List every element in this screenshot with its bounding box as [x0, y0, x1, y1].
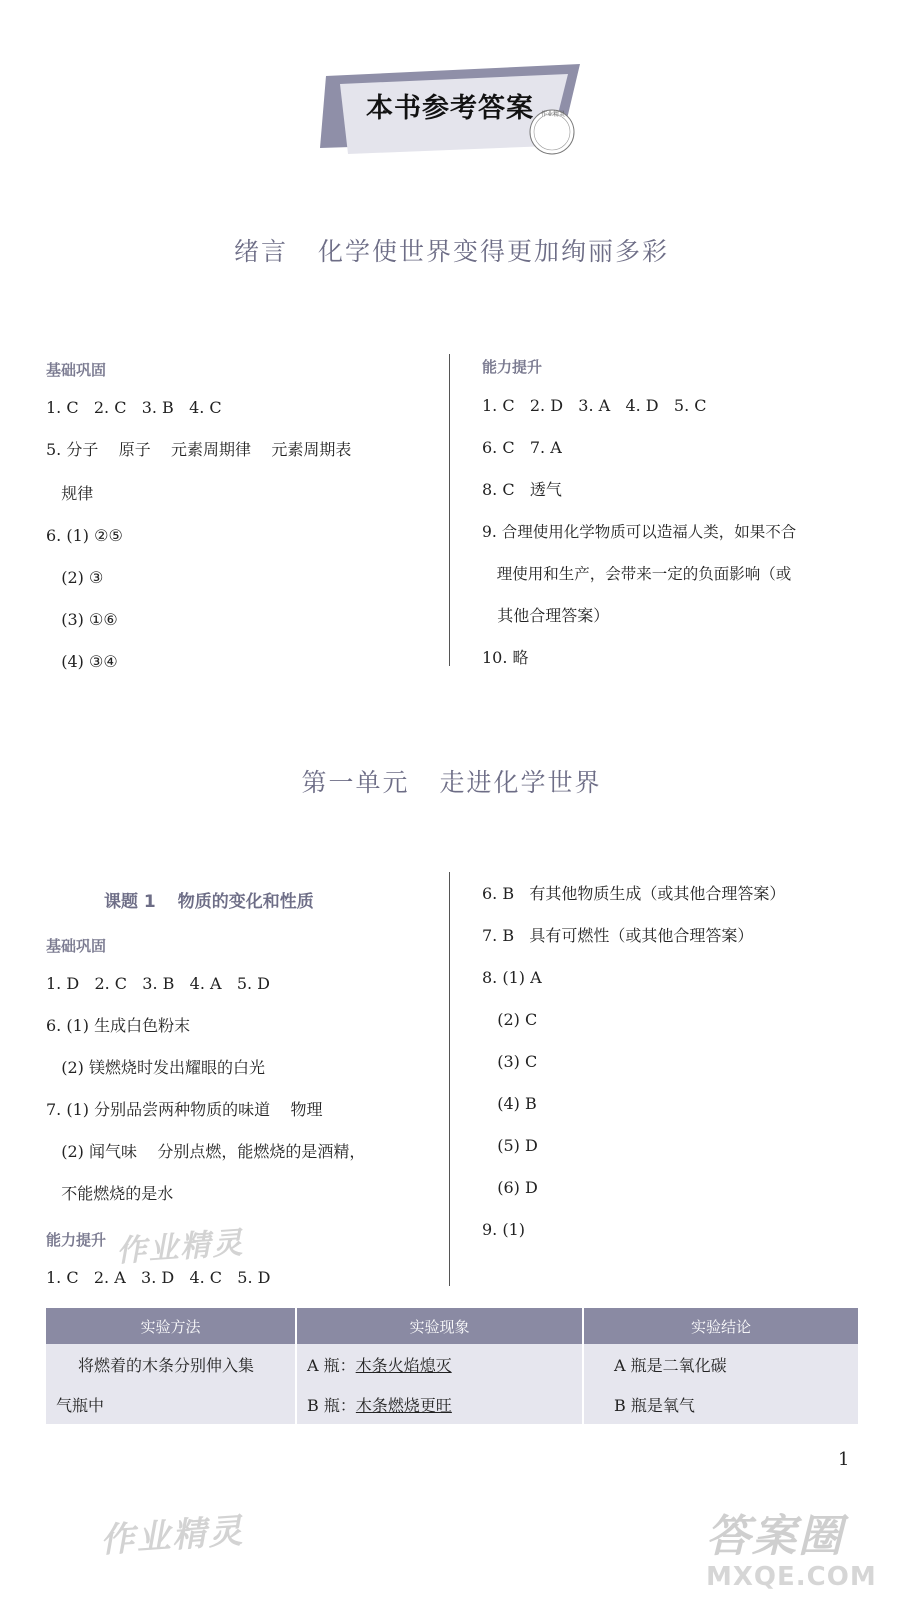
table-row	[46, 1344, 858, 1384]
unit1-left-label: 基础巩固	[46, 937, 107, 955]
answer-line: 6. B 有其他物质生成（或其他合理答案）	[482, 884, 786, 903]
experiment-table	[46, 1308, 858, 1424]
underlined-answer: 木条燃烧更旺	[355, 1395, 452, 1415]
answer-line: 理使用和生产，会带来一定的负面影响（或	[482, 565, 792, 583]
book-answers-title: 本书参考答案	[366, 93, 534, 124]
unit1-chapter-title: 第一单元 走进化学世界	[301, 768, 602, 797]
logo-main-text: 答案圈	[706, 1511, 844, 1562]
table-row	[46, 1384, 858, 1424]
answer-line: (2) ③	[46, 568, 104, 587]
answer-line: (2) C	[482, 1010, 538, 1029]
underlined-answer: 木条火焰熄灭	[355, 1355, 452, 1375]
answer-line: 7. (1) 分别品尝两种物质的味道 物理	[46, 1100, 323, 1119]
answer-line: 10. 略	[482, 648, 529, 667]
answer-line: 规律	[46, 484, 94, 503]
answer-line: 6. (1) 生成白色粉末	[46, 1016, 191, 1035]
table-cell: 将燃着的木条分别伸入集	[46, 1344, 296, 1384]
answer-line: 不能燃烧的是水	[46, 1184, 174, 1203]
answer-line: (2) 镁燃烧时发出耀眼的白光	[46, 1058, 266, 1077]
answer-line: 8. C 透气	[482, 480, 562, 499]
answer-line: 其他合理答案）	[482, 606, 610, 625]
unit1-left-label2: 能力提升	[46, 1231, 107, 1249]
answer-line: (3) C	[482, 1052, 538, 1071]
answer-line: 6. C 7. A	[482, 438, 562, 457]
answer-line: (2) 闻气味 分别点燃，能燃烧的是酒精，	[46, 1142, 366, 1161]
intro-left-label: 基础巩固	[46, 361, 107, 379]
lesson-title: 课题 1 物质的变化和性质	[104, 892, 314, 912]
page-number: 1	[838, 1449, 850, 1470]
answer-line: 5. 分子 原子 元素周期律 元素周期表	[46, 440, 352, 459]
answer-line: 1. C 2. A 3. D 4. C 5. D	[46, 1268, 271, 1287]
answer-line: (4) B	[482, 1094, 537, 1113]
table-cell: A 瓶是二氧化碳	[583, 1344, 858, 1384]
table-header-phenomenon: 实验现象	[296, 1308, 583, 1344]
table-header-row	[46, 1308, 858, 1344]
table-cell: B 瓶：木条燃烧更旺	[296, 1384, 583, 1424]
answer-line: 1. D 2. C 3. B 4. A 5. D	[46, 974, 270, 993]
intro-right-label: 能力提升	[482, 358, 543, 376]
intro-chapter-title: 绪言 化学使世界变得更加绚丽多彩	[233, 237, 670, 266]
table-header-method: 实验方法	[46, 1308, 296, 1344]
column-divider	[449, 872, 450, 1286]
table-header-conclusion: 实验结论	[583, 1308, 858, 1344]
table-cell: 气瓶中	[46, 1384, 296, 1424]
answer-line: 6. (1) ②⑤	[46, 526, 123, 545]
watermark-text: 作业精灵	[99, 1511, 246, 1561]
stamp-label: 作业精灵	[540, 111, 565, 118]
watermark-text: 作业精灵	[115, 1225, 246, 1270]
answer-line: 8. (1) A	[482, 968, 542, 987]
logo-url-text: MXQE.COM	[706, 1562, 877, 1592]
answer-line: 1. C 2. C 3. B 4. C	[46, 398, 222, 417]
table-cell: B 瓶是氧气	[583, 1384, 858, 1424]
answer-line: (4) ③④	[46, 652, 118, 671]
answer-line: (5) D	[482, 1136, 538, 1155]
site-logo	[706, 1500, 896, 1596]
answer-line: (6) D	[482, 1178, 538, 1197]
answer-line: (3) ①⑥	[46, 610, 118, 629]
answer-line: 1. C 2. D 3. A 4. D 5. C	[482, 396, 707, 415]
column-divider	[449, 354, 450, 666]
answer-line: 9. 合理使用化学物质可以造福人类，如果不合	[482, 523, 797, 541]
answer-line: 7. B 具有可燃性（或其他合理答案）	[482, 926, 754, 945]
answer-line: 9. (1)	[482, 1220, 526, 1239]
table-cell: A 瓶：木条火焰熄灭	[296, 1344, 583, 1384]
